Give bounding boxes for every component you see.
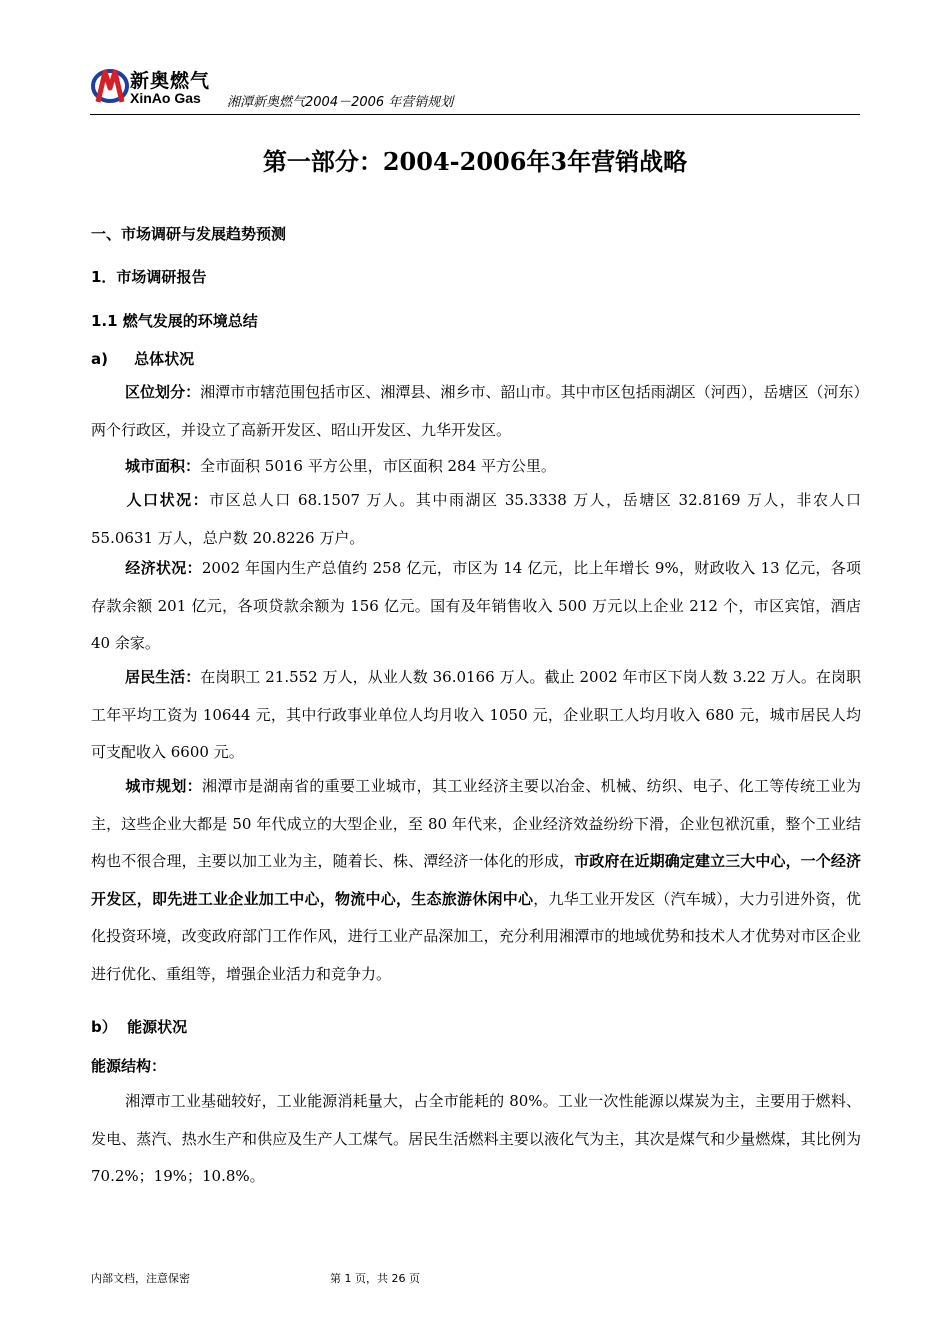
paragraph-residents [91, 659, 861, 772]
text-energy: 湘潭市工业基础较好，工业能源消耗量大，占全市能耗的 80%。工业一次性能源以煤炭为主，主要用于燃料、发电、蒸汽、热水生产和供应及生产人工煤气。居民生活燃料主要以液化气为主，其次是煤气和少量燃煤，其比例为 70.2%；19%；10.8%。 [91, 1092, 861, 1185]
label-population: 人口状况： [125, 491, 210, 509]
paragraph-population [91, 482, 861, 557]
text-residents: 在岗职工 21.552 万人，从业人数 36.0166 万人。截止 2002 年市区下岗人数 3.22 万人。在岗职工年平均工资为 10644 元，其中行政事业单位人均月收入 1050 元，企业职工人均月收入 680 元，城市居民人均可支配收入 6600 元。 [91, 668, 861, 761]
paragraph-economy [91, 550, 861, 663]
xinao-logo-icon [90, 66, 130, 106]
paragraph-urban-planning [91, 768, 861, 993]
paragraph-area [91, 448, 861, 486]
footer-page-number: 第 1 页，共 26 页 [330, 1272, 420, 1285]
heading-energy-status: b） 能源状况 [91, 1018, 188, 1036]
label-economy: 经济状况： [125, 559, 202, 577]
text-location: 湘潭市市辖范围包括市区、湘潭县、湘乡市、韶山市。其中市区包括雨湖区（河西），岳塘区（河东）两个行政区，并设立了高新开发区、昭山开发区、九华开发区。 [91, 383, 861, 439]
label-area: 城市面积： [125, 457, 201, 475]
text-urban-planning-a: 湘潭市是湖南省的重要工业城市，其工业经济主要以冶金、机械、纺织、电子、化工等传统工业为主，这些企业大都是 50 年代成立的大型企业，至 80 年代来，企业经济效益纷纷下滑，企业包袱沉重，整个工业结构也不很合理，主要以加工业为主，随着长、株、潭经济一体化的形成， [91, 777, 861, 870]
heading-environment-summary: 1.1 燃气发展的环境总结 [91, 312, 258, 330]
text-economy: 2002 年国内生产总值约 258 亿元，市区为 14 亿元，比上年增长 9%，财政收入 13 亿元，各项存款余额 201 亿元，各项贷款余额为 156 亿元。国有及年销售收入 500 万元以上企业 212 个，市区宾馆，酒店 40 余家。 [91, 559, 861, 652]
label-location: 区位划分： [125, 383, 201, 401]
label-urban-planning: 城市规划： [125, 777, 202, 795]
text-area: 全市面积 5016 平方公里，市区面积 284 平方公里。 [200, 457, 556, 475]
heading-section-1: 一、市场调研与发展趋势预测 [91, 225, 287, 243]
brand-name-cn: 新奥燃气 [130, 70, 211, 92]
heading-market-research: 1．市场调研报告 [91, 268, 207, 286]
heading-overall-status: a) 总体状况 [91, 350, 195, 368]
header-document-title: 湘潭新奥燃气2004－2006 年营销规划 [227, 95, 454, 110]
text-urban-planning-emphasis: 市政府在近期确定建立三大中心，一个经济开发区，即先进工业企业加工中心，物流中心，生态旅游休闲中心 [91, 852, 861, 908]
brand-name-en: XinAo Gas [130, 90, 201, 106]
heading-energy-structure: 能源结构： [91, 1057, 167, 1075]
paragraph-location [91, 374, 861, 449]
footer-confidential: 内部文档，注意保密 [91, 1272, 190, 1285]
paragraph-energy [91, 1083, 861, 1196]
text-population: 市区总人口 68.1507 万人。其中雨湖区 35.3338 万人，岳塘区 32.8169 万人，非农人口 55.0631 万人，总户数 20.8226 万户。 [91, 491, 861, 547]
label-residents: 居民生活： [125, 668, 201, 686]
page-title: 第一部分：2004-2006年3年营销战略 [262, 147, 688, 176]
text-urban-planning-b: ，九华工业开发区（汽车城），大力引进外资，优化投资环境，改变政府部门工作作风，进行工业产品深加工，充分利用湘潭市的地域优势和技术人才优势对市区企业进行优化、重组等，增强企业活力和竞争力。 [91, 889, 861, 983]
page-header [90, 62, 860, 115]
